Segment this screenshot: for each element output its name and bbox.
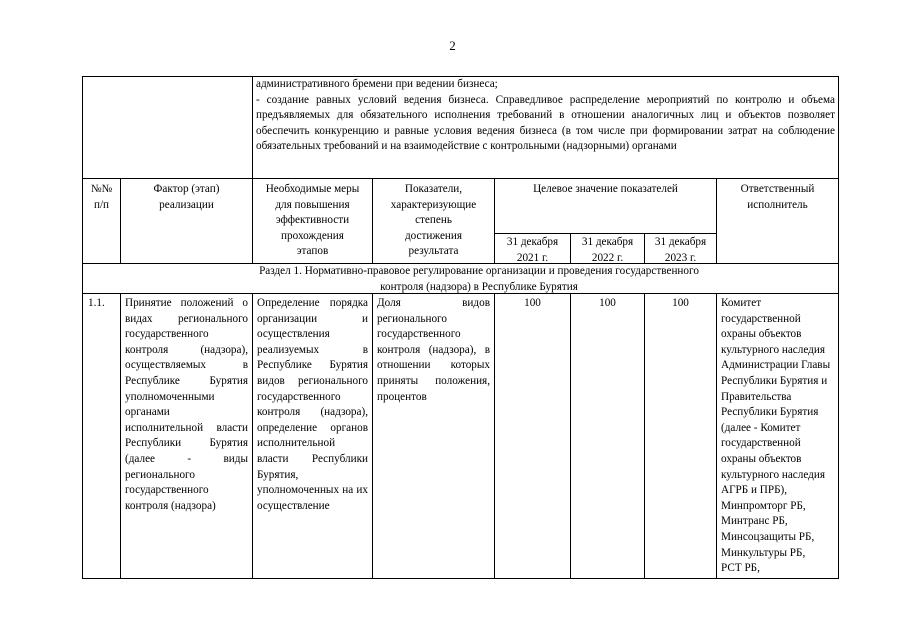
- row-measures: Определение порядка организации и осуществления реализуемых в Республике Бурятия видов регионального государственного контроля (надзора), определение органов исполнительной власти Республики Бурятия, уполномоченных на их осуществление: [257, 297, 368, 512]
- grid-line: [494, 293, 495, 579]
- grid-line: [716, 293, 717, 579]
- header-measures: Необходимые меры для повышения эффективности прохождения этапов: [265, 183, 360, 258]
- grid-line: [252, 293, 253, 579]
- header-year-2023: 31 декабря 2023 г.: [654, 236, 707, 264]
- header-factor: Фактор (этап) реализации: [153, 183, 220, 211]
- header-num: №№ п/п: [90, 183, 113, 211]
- row-responsible: Комитет государственной охраны объектов культурного наследия Администрации Главы Республики Бурятия и Правительства Республики Бурятия (далее - Комитет государственной охраны объектов культурного наследия АГРБ и ПРБ), Минпромторг РБ, Минтранс РБ, Минсоцзащиты РБ, Минкультуры РБ, РСТ РБ,: [721, 297, 831, 575]
- header-year-2022: 31 декабря 2022 г.: [581, 236, 634, 264]
- grid-line: [82, 178, 839, 179]
- grid-line: [644, 293, 645, 579]
- grid-line: [82, 578, 839, 579]
- header-target: Целевое значение показателей: [533, 183, 678, 195]
- row-indicator: Доля видов регионального государственного контроля (надзора), в отношении которых приняты положения, процентов: [377, 297, 490, 403]
- page-number: 2: [449, 38, 456, 53]
- row-value-2021: 100: [524, 297, 541, 309]
- row-num: 1.1.: [88, 297, 105, 309]
- continuation-text: административного бремени при ведении бизнеса; - создание равных условий ведения бизнеса. Справедливое распределение мероприятий по контролю и объема предъявляемых для обязательного исполнения требований в отношении аналогичных лиц и объектов позволяет обеспечить конкуренцию и равные условия ведения бизнеса (в том числе при формировании затрат на соблюдение обязательных требований и на взаимодействие с контрольными (надзорными) органами: [256, 78, 835, 153]
- row-factor: Принятие положений о видах регионального государственного контроля (надзора), осуществляемых в Республике Бурятия уполномоченными органами исполнительной власти Республики Бурятия (далее - виды регионального государственного контроля (надзора): [125, 297, 248, 512]
- grid-line: [494, 233, 716, 234]
- row-value-2023: 100: [672, 297, 689, 309]
- grid-line: [120, 293, 121, 579]
- section-title: Раздел 1. Нормативно-правовое регулирование организации и проведения государственного контроля (надзора) в Республике Бурятия: [259, 265, 699, 293]
- grid-line: [82, 76, 83, 579]
- header-indicators: Показатели, характеризующие степень достижения результата: [390, 183, 477, 258]
- header-responsible: Ответственный исполнитель: [740, 183, 815, 211]
- grid-line: [838, 76, 839, 579]
- grid-line: [372, 293, 373, 579]
- header-year-2021: 31 декабря 2021 г.: [506, 236, 559, 264]
- row-value-2022: 100: [599, 297, 616, 309]
- grid-line: [570, 293, 571, 579]
